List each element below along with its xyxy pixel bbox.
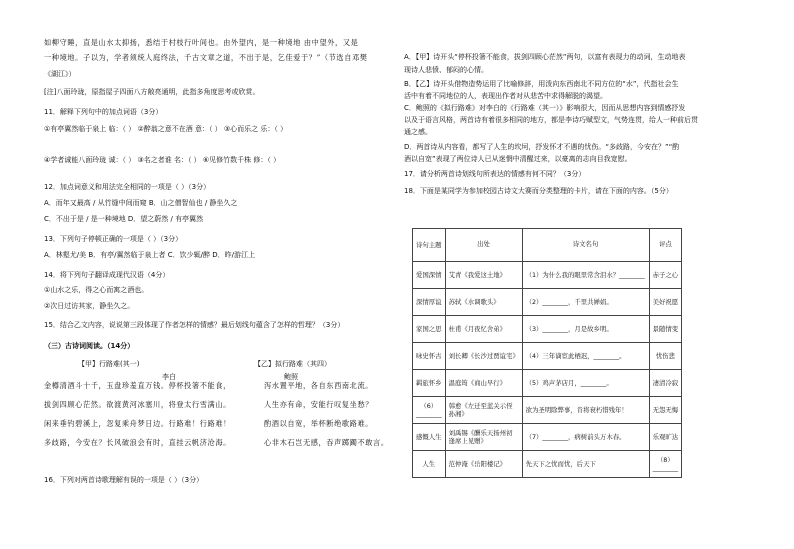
table-cell-lines: （4）三年谪宦此栖迟，________。 [522,343,649,370]
table-cell-lines: 欲为圣明除弊事，肯将衰朽惜残年！ [522,397,649,424]
right-text-line: 酒以自宽”表现了两位诗人已从迷惘中清醒过来，以豪离的志向目我宽慰。 [404,155,632,163]
left-text-line: C．不出于是 / 是一种境地 D．望之蔚然 / 有亭翼然 [44,215,204,223]
table-cell-comment: 凄清冷寂 [649,370,682,397]
left-text-line: 13．下列句子停顿正确的一项是（ ）（3分） [44,235,183,243]
poem-a-line: 多歧路，今安在？长风破浪会有时，直挂云帆济沧海。 [44,438,231,447]
right-text-line: 18．下面是某同学为参加校园古诗文大赛而分类整理的卡片，请在下面的内容。（5分） [404,187,673,195]
left-text-line: 《湖江》） [44,70,76,78]
left-text-line: 15．结合乙文内容，说说第三段体现了作者怎样的情感？最后划线句蕴含了怎样的哲理？（3分） [44,321,345,329]
poem-b-line: 泻水置平地，各自东西南北流。 [264,381,374,390]
left-text-line: A．而年又最高 / 从竹缝中间而窥 B．山之僧智仙也 / 静坐久之 [44,199,238,207]
poem-b-line: 人生亦有命，安能行叹复坐愁？ [264,400,374,409]
table-cell-comment: 忧伤悲 [649,343,682,370]
poem-b-line: 酌酒以自宽，举杯断绝歌路难。 [264,419,374,428]
table-cell-comment: 无怨无悔 [649,397,682,424]
table-row [413,289,682,316]
table-cell-source: 温庭筠《商山早行》 [445,370,522,397]
left-text-line: 一种境地。子以为，学者须统人庭终法，千古文章之道，不出于是，乞佳爱于？”（节选自邓樊 [44,53,368,62]
table-row [413,451,682,478]
table-cell-theme: 家国之思 [413,316,446,343]
table-cell-theme: 人生 [413,451,446,478]
left-text-line: [注]八面玲珑，原指屋子四面八方敞亮通明，此指多角度思考或欣赏。 [44,88,260,96]
table-cell-comment: 美好祝愿 [649,289,682,316]
left-text-line: 12．加点词意义和用法完全相同的一项是（ ）（3分） [44,183,211,191]
right-text-line: 活中有着不同地位的人，表现出作者对从悲苦中求得解脱的渴望。 [404,92,607,100]
poem-b-line: 心非木石岂无感，吞声踯躅不敢言。 [264,438,389,447]
right-text-line: 现诗人悲愤、郁闷的心情。 [404,66,488,74]
left-text-line: ②次日过访其家，静坐久之。 [44,302,135,310]
table-header-row [413,229,682,262]
table-row [413,424,682,451]
poem-a-line: 闲来垂钓碧溪上，忽复乘舟梦日边。行路难！行路难！ [44,419,231,428]
table-row [413,316,682,343]
poem-a-author: 李白 [162,373,176,381]
right-text-line: 以及于语言风格，两首诗有着很多相同的地方，都是李诗巧赋型文，气势连贯，给人一种前后贯 [404,116,698,124]
poem-a-line: 拔剑四顾心茫然。欲渡黄河冰塞川，将登太行雪满山。 [44,400,231,409]
table-cell-comment: 乐观旷达 [649,424,682,451]
right-text-line: 通之感。 [404,128,432,136]
table-cell-source: 刘长卿《长沙过贾谊宅》 [445,343,522,370]
table-cell-lines: （2）________，千里共婵娟。 [522,289,649,316]
poem-a-line: 金樽清酒斗十千，玉盘珍羞直万钱。停杯投箸不能食， [44,381,231,390]
left-text-line: 11．解释下列句中的加点词语（3分） [44,108,163,116]
table-cell-lines: （5）鸡声茅店月，________。 [522,370,649,397]
table-cell-theme: 爱国深情 [413,262,446,289]
table-cell-source: 艾青《我爱这土地》 [445,262,522,289]
table-header-source: 出处 [445,229,522,262]
left-text-line: 14．将下列句子翻译成现代汉语（4分） [44,271,170,279]
table-cell-lines: 先天下之忧而忧，后天下 [522,451,649,478]
table-cell-lines: （1）为什么我的眼里常含泪水？________ [522,262,649,289]
right-text-line: A．【甲】诗开头“停杯投箸不能食，拔剑四顾心茫然”两句，以富有表现力的动词，生动地表 [404,53,686,61]
table-cell-lines: （3）________，月是故乡明。 [522,316,649,343]
left-text-line: （三）古诗词阅读。（14分） [44,342,135,350]
poetry-card-table [412,228,682,478]
left-text-line: ①有亭翼然临于泉上 临：（ ） ②醉翁之意不在酒 意：（ ） ③心而乐之 乐：（ ） [44,125,288,133]
table-cell-theme: 羁旅怀乡 [413,370,446,397]
table-cell-comment: （8）________ [649,451,682,478]
poem-a-title: 【甲】行路难(其一) [78,360,140,368]
table-header-lines: 诗文名句 [522,229,649,262]
left-text-line: A．林壑尤/美 B．有亭/翼然临于泉上者 C．饮少辄/醉 D．昨/游江上 [44,251,255,259]
table-cell-source: 刘禹锡《酬乐天扬州初逢席上见赠》 [445,424,522,451]
table-cell-source: 范仲淹《岳阳楼记》 [445,451,522,478]
table-cell-source: 杜甫《月夜忆舍弟》 [445,316,522,343]
right-text-line: D．两首诗从内容看，都写了人生的坎坷，抒发怀才不遇的忧伤。“多歧路，今安在？”“酌 [404,143,680,151]
left-text-line: ①山水之乐，得之心而寓之酒也。 [44,286,149,294]
table-cell-theme: 深情厚谊 [413,289,446,316]
table-row [413,343,682,370]
table-cell-comment: 赤子之心 [649,262,682,289]
table-cell-theme: （6）________ [413,397,446,424]
table-cell-comment: 景随情变 [649,316,682,343]
table-cell-lines: （7）________，病树前头万木春。 [522,424,649,451]
table-header-comment: 评点 [649,229,682,262]
right-text-line: C．鲍照的《拟行路难》对李白的《行路难（其一）》影响很大，因而从思想内容到情感抒发 [404,104,686,112]
left-text-line: 如柳守睡，直是山水太抑扬，悉结于村枝行叶间也。由外望内，是一种境地 由中望外，又是 [44,38,359,47]
table-cell-source: 韩愈《左迁至蓝关示侄孙湘》 [445,397,522,424]
table-header-theme: 诗句主题 [413,229,446,262]
right-text-line: B．【乙】诗开头借物造势运用了比喻修辞，用泼向东西南北不同方位的“水”，代指社会生 [404,80,679,88]
table-cell-theme: 感慨人生 [413,424,446,451]
poem-b-author: 鲍照 [284,373,298,381]
table-row [413,397,682,424]
table-row [413,262,682,289]
poem-b-title: 【乙】拟行路难（其四） [254,360,331,368]
right-text-line: 17．请分析两首诗划线句所表达的情感有何不同？（3分） [404,170,586,178]
table-row [413,370,682,397]
question-16: 16．下列对两首诗歌理解有误的一项是（ ）（3分） [44,476,204,484]
left-text-line: ④学者诚能八面玲珑 诚：（ ） ③名之者谁 名：（ ） ⑥见修竹数千株 修：（ ） [44,156,281,164]
table-cell-theme: 咏史怀古 [413,343,446,370]
table-cell-source: 苏轼《水调歌头》 [445,289,522,316]
